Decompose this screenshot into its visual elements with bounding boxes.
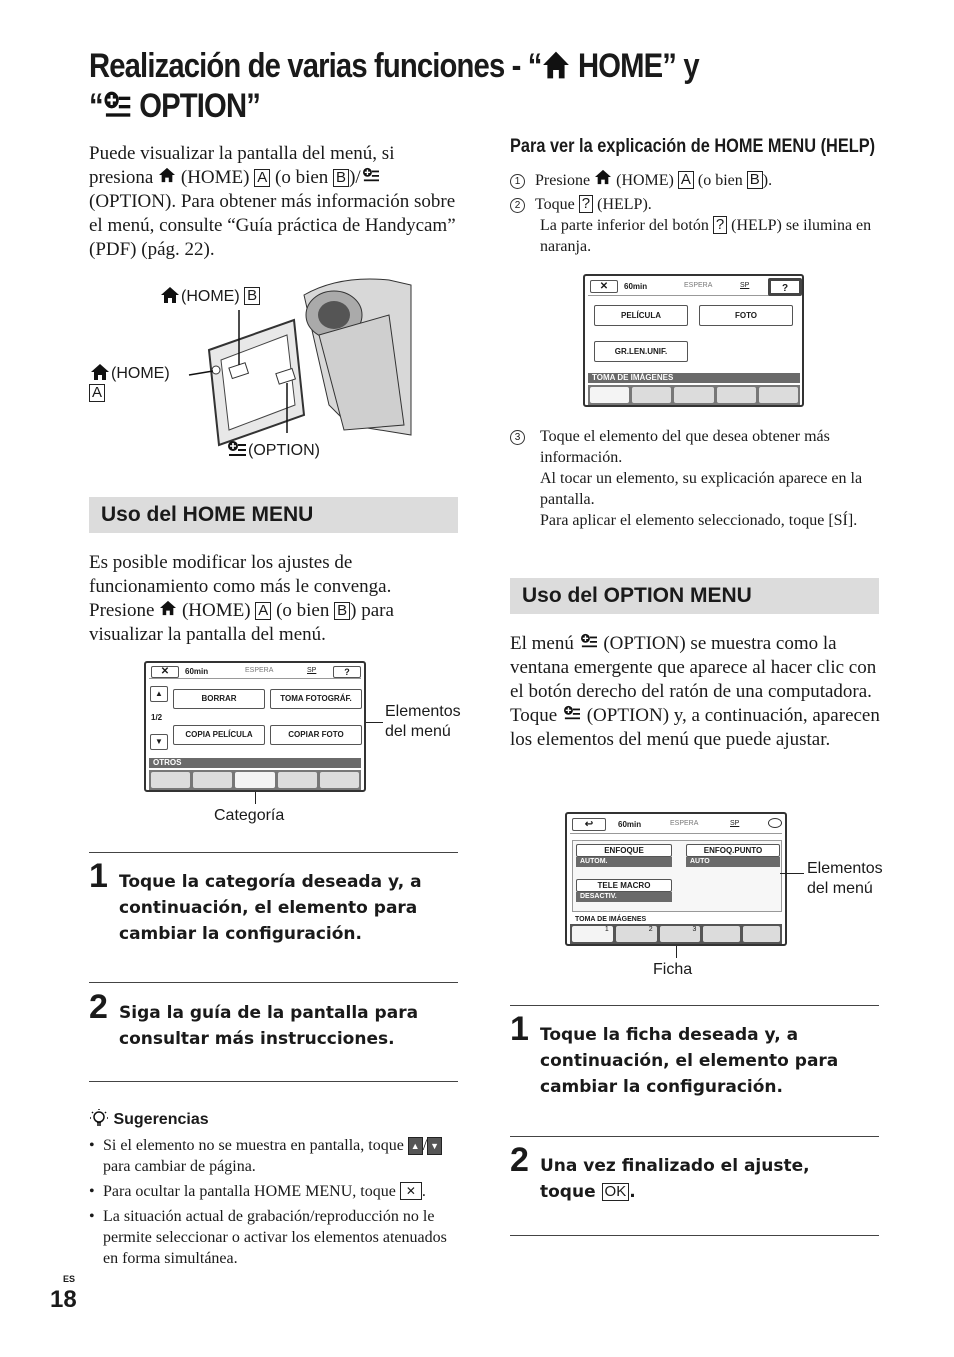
callout-option: (OPTION) [226, 440, 320, 461]
help-heading: Para ver la explicación de HOME MENU (HELP) [510, 136, 876, 157]
status-text: ESPERA [245, 667, 274, 674]
title-text: “ [89, 87, 103, 125]
scroll-up-icon[interactable]: ▲ [150, 686, 168, 702]
callout-categoria: Categoría [214, 807, 285, 824]
option-item-tele-macro[interactable]: TELE MACRO DESACTIV. [576, 879, 672, 904]
tab-play-icon[interactable] [193, 772, 232, 788]
option-icon [562, 705, 582, 721]
close-icon[interactable]: ✕ [590, 280, 618, 293]
tip-item: • Para ocultar la pantalla HOME MENU, toque ✕ . [89, 1181, 461, 1202]
callout-home-b: (HOME) B [159, 286, 260, 307]
step-text: Una vez finalizado el ajuste, toque OK . [540, 1156, 810, 1202]
callout-line [366, 722, 383, 723]
tab-play-icon[interactable] [632, 387, 671, 403]
menu-item-gr-len-unif[interactable]: GR.LEN.UNIF. [594, 341, 688, 362]
divider [510, 1136, 879, 1137]
scroll-down-icon: ▼ [427, 1137, 442, 1155]
option-tabs [570, 924, 782, 944]
option-menu-paragraph: El menú (OPTION) se muestra como la ventana emergente que aparece al hacer clic con el botón derecho del ratón de una computadora. Toque (OPTION) y, a continuación, aparecen los elementos del menú que puede ajustar. [510, 633, 880, 750]
option-item-enfoq-punto[interactable]: ENFOQ.PUNTO AUTO [686, 844, 780, 869]
key-b-box: B [334, 602, 350, 620]
title-text: Realización de varias funciones - “ [89, 47, 542, 85]
home-icon [159, 286, 181, 304]
home-icon [89, 363, 111, 381]
status-text: ESPERA [684, 282, 713, 289]
step-text: Toque la categoría deseada y, a continuación, el elemento para cambiar la configuración. [119, 872, 422, 944]
intro-paragraph: Puede visualizar la pantalla del menú, si presiona (HOME) A (o bien B )/ (OPTION). Para obtener más información sobre el menú, consulte “Guía práctica de Handycam” (PDF) (pág. 22). [89, 143, 456, 260]
section-heading-option-menu: Uso del OPTION MENU [510, 578, 879, 614]
tips-block [89, 1108, 209, 1129]
recording-time: 60min [185, 667, 209, 676]
menu-item-toma-fotografia[interactable]: TOMA FOTOGRÁF. [270, 689, 362, 709]
option-item-enfoque[interactable]: ENFOQUE AUTOM. [576, 844, 672, 869]
step-number: 2 [510, 1141, 529, 1179]
step-number: 2 [89, 988, 108, 1026]
recording-time: 60min [624, 282, 648, 291]
disc-icon [768, 818, 782, 828]
tip-item: • La situación actual de grabación/reproducción no le permite seleccionar o activar los elementos atenuados en forma simultánea. [89, 1206, 461, 1269]
help-step-1: 1 Presione (HOME) A (o bien B ). [510, 169, 880, 191]
section-heading-home-menu: Uso del HOME MENU [89, 497, 458, 533]
key-b-box: B [244, 287, 260, 305]
tip-item: • Si el elemento no se muestra en pantalla, toque ▲ / ▼ para cambiar de página. [89, 1135, 461, 1177]
close-icon[interactable]: ✕ [151, 666, 179, 678]
ok-button-box: OK [602, 1183, 630, 1201]
step-number: 1 [89, 857, 108, 895]
step-number: 1 [510, 1010, 529, 1048]
menu-item-copiar-foto[interactable]: COPIAR FOTO [270, 725, 362, 745]
divider [510, 1005, 879, 1006]
option-menu-screen [565, 812, 787, 946]
page-number: 18 [50, 1286, 77, 1313]
option-icon [579, 633, 599, 649]
home-menu-screen [144, 661, 366, 792]
status-text: ESPERA [670, 820, 699, 827]
menu-item-borrar[interactable]: BORRAR [173, 689, 265, 709]
close-icon: ✕ [400, 1182, 422, 1200]
option-items-panel [572, 840, 782, 912]
divider [510, 1235, 879, 1236]
tab-other-icon[interactable] [235, 772, 274, 788]
tab-manage-icon[interactable] [278, 772, 317, 788]
tab-camera-icon[interactable] [590, 387, 629, 403]
tab-other-icon[interactable] [674, 387, 713, 403]
divider [89, 852, 458, 853]
divider [89, 1081, 458, 1082]
page-title [89, 46, 794, 126]
callout-elementos-menu: Elementos del menú [385, 703, 461, 740]
category-bar: OTROS [149, 758, 361, 768]
menu-item-copia-pelicula[interactable]: COPIA PELÍCULA [173, 725, 265, 745]
callout-elementos-menu: Elementos del menú [807, 860, 883, 897]
screen-status-bar [588, 278, 800, 296]
tab-manage-icon[interactable] [717, 387, 756, 403]
key-b-box: B [747, 171, 763, 189]
callout-line [676, 946, 677, 958]
tab-camera-icon[interactable] [151, 772, 190, 788]
callout-line [780, 873, 804, 874]
quality-badge: SP [740, 282, 750, 289]
help-button[interactable]: ? [768, 278, 802, 296]
camera-illustration [89, 275, 419, 470]
tab-bar-label: TOMA DE IMÁGENES [575, 916, 647, 923]
key-a-box: A [254, 169, 270, 187]
key-a-box: A [89, 384, 105, 402]
lightbulb-icon [89, 1108, 109, 1128]
tab-settings-icon[interactable] [320, 772, 359, 788]
help-key-box: ? [713, 216, 727, 234]
help-key-box: ? [579, 195, 593, 213]
recording-time: 60min [618, 820, 642, 829]
tab-camera-3-icon[interactable]: 3 [660, 926, 701, 942]
language-code: ES [63, 1274, 76, 1284]
home-icon [594, 169, 612, 185]
tab-expand-icon[interactable] [703, 926, 740, 942]
quality-badge: SP [730, 820, 740, 827]
callout-home-a: (HOME) A [89, 363, 189, 404]
category-tabs [588, 385, 800, 405]
help-menu-screen [583, 274, 804, 407]
help-step-2: 2 Toque ? (HELP). La parte inferior del botón ? (HELP) se ilumina en naranja. [510, 194, 880, 257]
home-menu-paragraph: Es posible modificar los ajustes de funcionamiento como más le convenga. Presione (HOME) A (o bien B ) para visualizar la pantalla del menú. [89, 552, 394, 645]
tab-camera-2-icon[interactable]: 2 [616, 926, 657, 942]
option-icon [103, 90, 132, 120]
callout-line [255, 792, 256, 804]
key-a-box: A [678, 171, 694, 189]
scroll-up-icon: ▲ [408, 1137, 423, 1155]
tab-settings-icon[interactable] [759, 387, 798, 403]
option-icon [226, 440, 248, 458]
menu-item-pelicula[interactable]: PELÍCULA [594, 305, 688, 326]
category-bar: TOMA DE IMÁGENES [588, 373, 800, 383]
tab-camera-1-icon[interactable]: 1 [572, 926, 613, 942]
option-icon [361, 167, 381, 183]
key-a-box: A [255, 602, 271, 620]
tab-settings-icon[interactable] [743, 926, 780, 942]
callout-ficha: Ficha [653, 961, 693, 978]
step-text: Siga la guía de la pantalla para consultar más instrucciones. [119, 1003, 419, 1049]
home-icon [542, 50, 571, 80]
scroll-down-icon[interactable]: ▼ [150, 734, 168, 750]
help-button[interactable]: ? [333, 666, 361, 678]
divider [89, 982, 458, 983]
menu-item-foto[interactable]: FOTO [699, 305, 793, 326]
home-icon [158, 167, 176, 183]
screen-status-bar [570, 816, 782, 834]
tips-list [89, 1135, 461, 1273]
help-step-3: 3 Toque el elemento del que desea obtener más información. Al tocar un elemento, su explicación aparece en la pantalla. Para aplicar el elemento seleccionado, toque [SÍ]. [510, 426, 880, 447]
screen-status-bar [149, 665, 361, 679]
category-tabs [149, 770, 361, 790]
page-indicator: 1/2 [151, 713, 163, 722]
title-text: HOME” y [570, 47, 699, 85]
step-text: Toque la ficha deseada y, a continuación, el elemento para cambiar la configuración. [540, 1025, 839, 1097]
tips-heading: Sugerencias [89, 1108, 209, 1129]
key-b-box: B [333, 169, 349, 187]
title-text: OPTION” [132, 87, 260, 125]
home-icon [159, 600, 177, 616]
return-icon[interactable]: ↩ [572, 818, 606, 831]
quality-badge: SP [307, 667, 317, 674]
